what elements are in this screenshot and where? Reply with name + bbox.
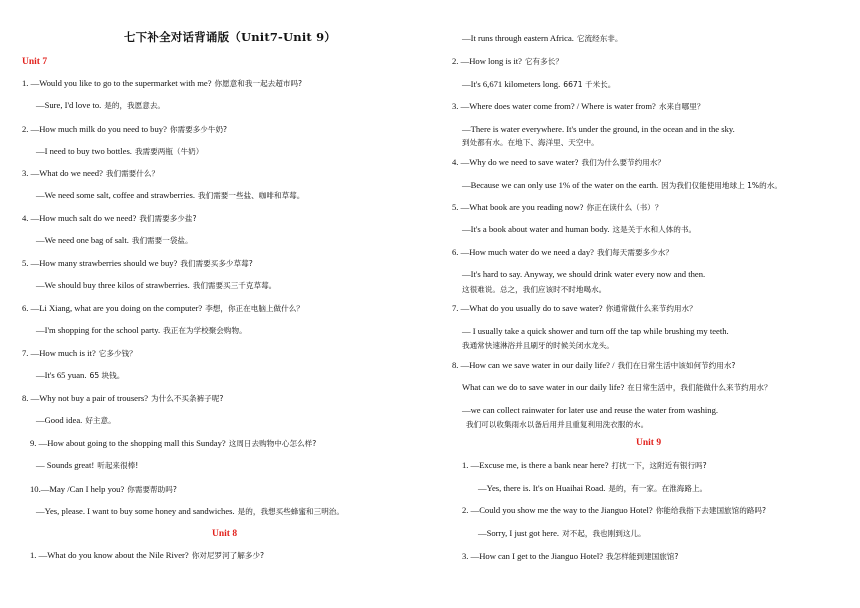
answer-line: — I usually take a quick shower and turn off the tap while brushing my teeth. xyxy=(462,326,729,336)
question-line: 5. —What book are you reading now? 你正在读什么（书）？ xyxy=(452,202,663,212)
answer-line: —Because we can only use 1% of the water on the earth. 因为我们仅能使用地球上 1%的水。 xyxy=(462,180,782,190)
answer-line: —Yes, there is. It's on Huaihai Road. 是的，有一家。在淮海路上。 xyxy=(478,483,708,493)
answer-line: — Sounds great! 听起来很棒! xyxy=(36,460,139,470)
unit-7-heading: Unit 7 xyxy=(22,57,48,67)
question-line: What can we do to save water in our daily life? 在日常生活中，我们能做什么来节约用水？ xyxy=(462,382,772,392)
question-line: 2. —How much milk do you need to buy? 你需要多少牛奶? xyxy=(22,124,228,134)
answer-line: —We need some salt, coffee and strawberries. 我们需要一些盐、咖啡和草莓。 xyxy=(36,190,305,200)
question-line: 3. —What do we need? 我们需要什么？ xyxy=(22,168,160,178)
answer-line: —There is water everywhere. It's under the ground, in the ocean and in the sky. xyxy=(462,124,735,134)
answer-line: —It's 65 yuan. 65 块钱。 xyxy=(36,370,125,380)
question-line: 10.—May /Can I help you? 你需要帮助吗? xyxy=(30,484,177,494)
answer-line: —I'm shopping for the school party. 我正在为学校聚会购物。 xyxy=(36,325,247,335)
answer-translation: 到处都有水。在地下、海洋里、天空中。 xyxy=(462,138,599,147)
question-line: 6. —How much water do we need a day? 我们每天需要多少水？ xyxy=(452,247,673,257)
answer-line: —we can collect rainwater for later use and reuse the water from washing. xyxy=(462,405,719,415)
question-line: 5. —How many strawberries should we buy? 我们需要买多少草莓? xyxy=(22,258,253,268)
question-line: 4. —Why do we need to save water? 我们为什么要节约用水？ xyxy=(452,157,666,167)
answer-line: —It's hard to say. Anyway, we should drink water every now and then. xyxy=(462,269,706,279)
question-line: 1. —Excuse me, is there a bank near here? 打扰一下，这附近有银行吗? xyxy=(462,460,707,470)
answer-line: —We need one bag of salt. 我们需要一袋盐。 xyxy=(36,235,193,245)
question-line: 4. —How much salt do we need? 我们需要多少盐? xyxy=(22,213,197,223)
unit-9-heading: Unit 9 xyxy=(636,438,662,448)
question-line: 8. —How can we save water in our daily life? / 我们在日常生活中该如何节约用水? xyxy=(452,360,736,370)
question-line: 2. —How long is it? 它有多长？ xyxy=(452,56,563,66)
question-line: 9. —How about going to the shopping mall this Sunday? 这周日去购物中心怎么样? xyxy=(30,438,317,448)
question-line: 8. —Why not buy a pair of trousers? 为什么不买条裤子呢? xyxy=(22,393,224,403)
question-line: 3. —How can I get to the Jianguo Hotel? 我怎样能到建国旅馆? xyxy=(462,551,679,561)
answer-line: —Yes, please. I want to buy some honey and sandwiches. 是的，我想买些蜂蜜和三明治。 xyxy=(36,506,344,516)
answer-translation: 这很难说。总之，我们应该时不时地喝水。 xyxy=(462,285,607,294)
answer-line: —I need to buy two bottles. 我需要两瓶（牛奶） xyxy=(36,146,204,156)
answer-line: —It runs through eastern Africa. 它流经东非。 xyxy=(462,33,623,43)
question-line: 2. —Could you show me the way to the Jianguo Hotel? 你能给我指下去建国旅馆的路吗? xyxy=(462,505,767,515)
question-line: 6. —Li Xiang, what are you doing on the computer? 李想，你正在电脑上做什么？ xyxy=(22,303,304,313)
answer-translation: 我们可以收集雨水以备后用并且重复利用洗衣服的水。 xyxy=(466,420,649,429)
answer-line: —It's a book about water and human body. 这是关于水和人体的书。 xyxy=(462,224,697,234)
page-title: 七下补全对话背诵版（Unit7-Unit 9） xyxy=(123,30,337,44)
answer-translation: 我通常快速淋浴并且刷牙的时候关闭水龙头。 xyxy=(462,341,614,350)
answer-line: —Good idea. 好主意。 xyxy=(36,415,116,425)
answer-line: —We should buy three kilos of strawberries. 我们需要买三千克草莓。 xyxy=(36,280,277,290)
answer-line: —Sure, I'd love to. 是的，我愿意去。 xyxy=(36,100,166,110)
answer-line: —It's 6,671 kilometers long. 6671 千米长。 xyxy=(462,79,616,89)
question-line: 1. —Would you like to go to the supermarket with me? 你愿意和我一起去超市吗? xyxy=(22,78,303,88)
question-line: 7. —How much is it? 它多少钱？ xyxy=(22,348,137,358)
answer-line: —Sorry, I just got here. 对不起，我也刚到这儿。 xyxy=(478,528,646,538)
question-line: 1. —What do you know about the Nile River? 你对尼罗河了解多少? xyxy=(30,550,265,560)
question-line: 3. —Where does water come from? / Where is water from? 水来自哪里？ xyxy=(452,101,705,111)
question-line: 7. —What do you usually do to save water? 你通常做什么来节约用水？ xyxy=(452,303,697,313)
unit-8-heading: Unit 8 xyxy=(212,529,238,539)
